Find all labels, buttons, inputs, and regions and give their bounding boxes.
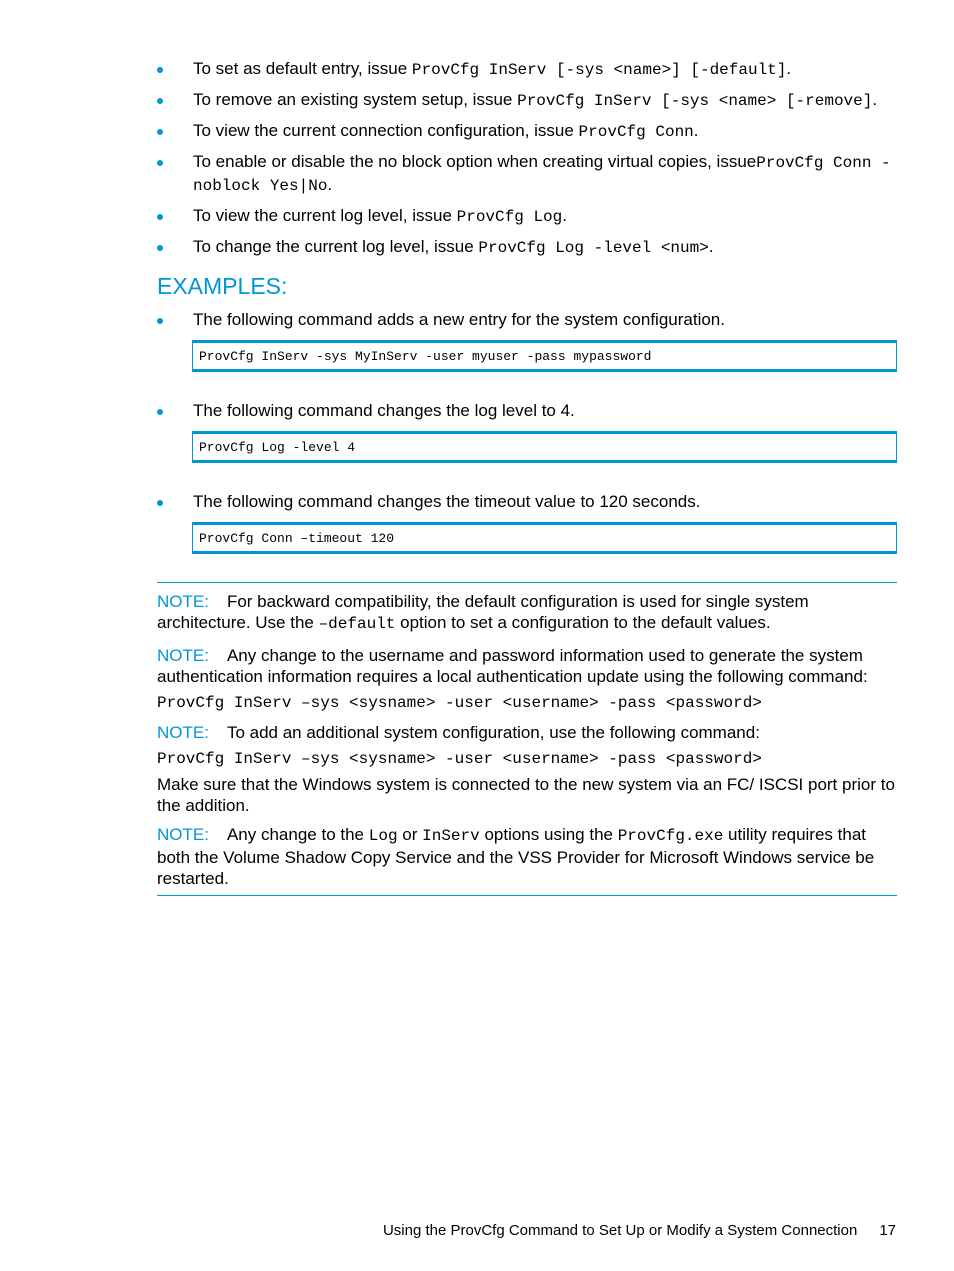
inline-code: ProvCfg Conn -noblock Yes|No <box>193 154 891 195</box>
bullet-icon <box>157 318 163 324</box>
page-footer <box>0 1222 896 1239</box>
note-text: option to set a configuration to the default values. <box>395 613 771 632</box>
bullet-punct: . <box>786 59 792 78</box>
command-line: ProvCfg InServ –sys <sysname> -user <username> -pass <password> <box>157 750 762 768</box>
note-paragraph <box>157 645 897 687</box>
note-label: NOTE: <box>157 646 209 665</box>
bullet-icon <box>157 129 163 135</box>
list-item <box>157 491 897 512</box>
bullet-text: To view the current connection configuration, issue <box>193 121 579 140</box>
note-paragraph <box>157 591 897 635</box>
inline-code: –default <box>318 615 396 633</box>
inline-code: ProvCfg InServ [-sys <name>] [-default] <box>411 61 787 79</box>
note-text: utility requires that both the Volume Shadow Copy Service and the VSS Provider for Microsoft Windows service be restarted. <box>157 825 875 888</box>
note-paragraph <box>157 824 897 889</box>
examples-list <box>157 491 897 512</box>
notes-section <box>157 582 897 896</box>
code-block: ProvCfg Conn –timeout 120 <box>192 522 897 554</box>
note-text: For backward compatibility, the default configuration is used for single system architecture. Use the <box>157 592 809 632</box>
list-item <box>157 236 897 259</box>
note-text: Any change to the <box>226 825 369 844</box>
note-text: Any change to the username and password information used to generate the system authentication information requires a local authentication update using the following command: <box>157 646 868 686</box>
bullet-icon <box>157 500 163 506</box>
bullet-punct: . <box>872 90 878 109</box>
inline-code: Log <box>368 827 398 845</box>
example-description: The following command changes the log level to 4. <box>193 401 575 420</box>
inline-code: ProvCfg.exe <box>617 827 724 845</box>
list-item <box>157 309 897 330</box>
note-text: options using the <box>479 825 618 844</box>
bullet-icon <box>157 67 163 73</box>
footer-title: Using the ProvCfg Command to Set Up or Modify a System Connection <box>382 1222 858 1239</box>
note-text: To add an additional system configuration, use the following command: <box>226 723 760 742</box>
inline-code: ProvCfg Log -level <num> <box>478 239 709 257</box>
code-block: ProvCfg InServ -sys MyInServ -user myuser -pass mypassword <box>192 340 897 372</box>
example-description: The following command changes the timeout value to 120 seconds. <box>193 492 701 511</box>
examples-list <box>157 309 897 330</box>
examples-list <box>157 400 897 421</box>
bullet-punct: . <box>327 175 333 194</box>
examples-heading: EXAMPLES: <box>157 273 288 299</box>
page-content <box>157 58 897 896</box>
list-item <box>157 89 897 112</box>
bullet-text: To enable or disable the no block option when creating virtual copies, issue <box>193 152 757 171</box>
command-line: ProvCfg InServ –sys <sysname> -user <username> -pass <password> <box>157 694 762 712</box>
note-label: NOTE: <box>157 825 209 844</box>
list-item <box>157 58 897 81</box>
bullet-icon <box>157 409 163 415</box>
note-text: or <box>397 825 423 844</box>
code-block: ProvCfg Log -level 4 <box>192 431 897 463</box>
inline-code: ProvCfg InServ [-sys <name> [-remove] <box>517 92 873 110</box>
bullet-text: To set as default entry, issue <box>193 59 412 78</box>
bullet-icon <box>157 245 163 251</box>
inline-code: ProvCfg Conn <box>578 123 694 141</box>
list-item <box>157 151 897 197</box>
example-description: The following command adds a new entry for the system configuration. <box>193 310 725 329</box>
inline-code: InServ <box>422 827 480 845</box>
bullet-text: To view the current log level, issue <box>193 206 457 225</box>
bullet-punct: . <box>693 121 699 140</box>
bullet-punct: . <box>562 206 567 225</box>
command-usage-list <box>157 58 897 259</box>
bullet-icon <box>157 160 163 166</box>
bullet-icon <box>157 98 163 104</box>
list-item <box>157 205 897 228</box>
bullet-punct: . <box>708 237 714 256</box>
inline-code: ProvCfg Log <box>456 208 563 226</box>
list-item <box>157 400 897 421</box>
bullet-icon <box>157 214 163 220</box>
note-label: NOTE: <box>157 723 209 742</box>
bullet-text: To remove an existing system setup, issue <box>193 90 518 109</box>
list-item <box>157 120 897 143</box>
page-number: 17 <box>879 1222 896 1239</box>
bullet-text: To change the current log level, issue <box>193 237 479 256</box>
note-label: NOTE: <box>157 592 209 611</box>
note-paragraph <box>157 722 897 743</box>
note-followup: Make sure that the Windows system is connected to the new system via an FC/ ISCSI port prior to the addition. <box>157 775 895 815</box>
